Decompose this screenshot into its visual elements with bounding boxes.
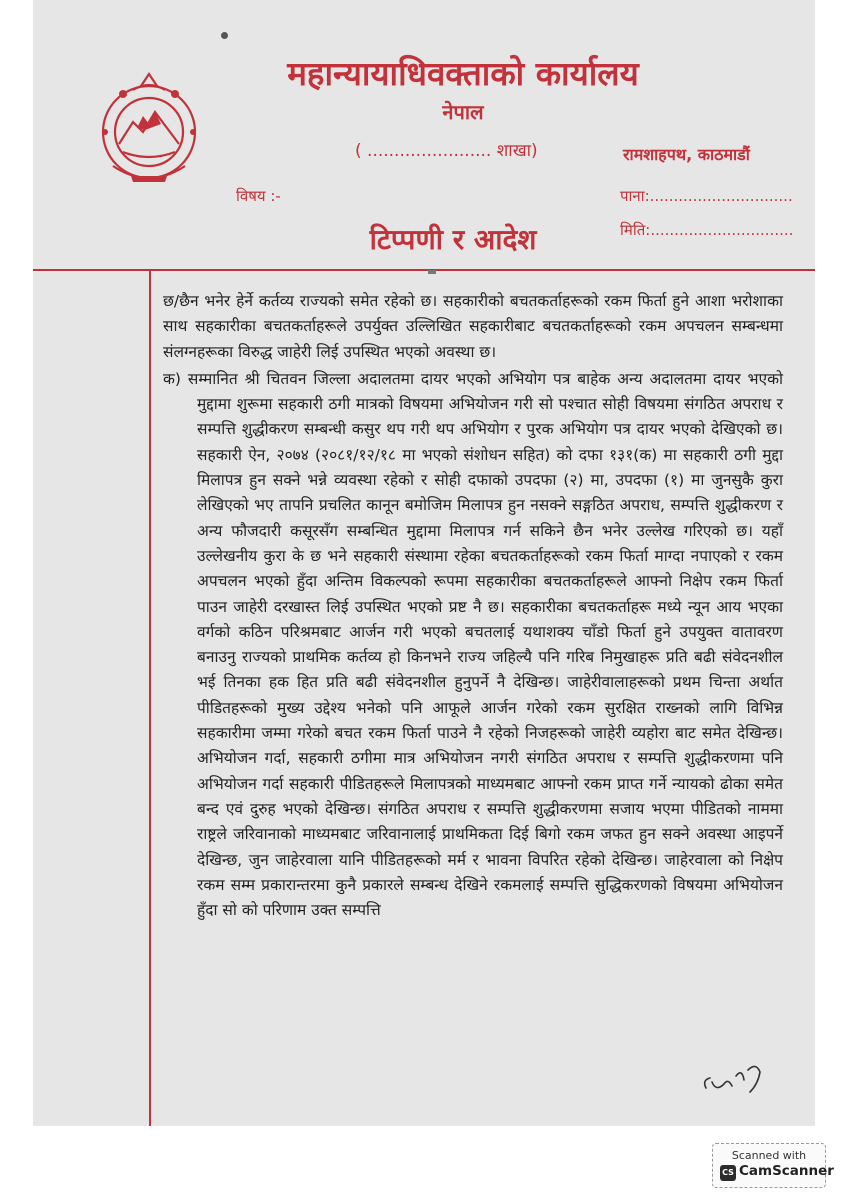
badge-caption: Scanned with — [731, 1149, 807, 1162]
signature-mark — [698, 1058, 768, 1102]
subject-label: विषय :- — [236, 187, 281, 205]
ink-mark — [428, 270, 436, 274]
paragraph: छ/छैन भनेर हेर्ने कर्तव्य राज्यको समेत रहेको छ। सहकारीको बचतकर्ताहरूको रकम फिर्ता हुने आशा भरोशाका साथ सहकारीका बचतकर्ताहरूले उपर्युक्त उल्लिखित सहकारीबाट बचतकर्ताहरूको रकम अपचलन सम्बन्धमा संलग्नहरूका विरुद्ध जाहेरी लिई उपस्थित भएको अवस्था छ। — [163, 292, 783, 361]
note-body — [163, 289, 783, 923]
document-page — [33, 0, 815, 1126]
list-item-marker: क) — [163, 369, 181, 388]
nepal-emblem-icon — [93, 66, 205, 192]
badge-brand: CamScanner — [739, 1163, 834, 1179]
country-name: नेपाल — [442, 100, 484, 124]
camscanner-logo-icon: CS — [720, 1165, 736, 1181]
note-title: टिप्पणी र आदेश — [369, 223, 537, 256]
branch-field: ( ....................... शाखा) — [355, 141, 538, 161]
office-title: महान्यायाधिवक्ताको कार्यालय — [287, 54, 639, 93]
list-item — [163, 367, 783, 924]
margin-rule — [149, 269, 151, 1126]
punch-dot — [221, 32, 228, 39]
date-field: मिति:.............................. — [620, 221, 794, 239]
page-number-field: पाना:.............................. — [620, 187, 793, 205]
camscanner-badge — [712, 1143, 834, 1188]
office-address: रामशाहपथ, काठमाडौं — [623, 145, 750, 164]
list-item-text: सम्मानित श्री चितवन जिल्ला अदालतमा दायर भएको अभियोग पत्र बाहेक अन्य अदालतमा दायर भएको मुद्दामा शुरूमा सहकारी ठगी मात्रको विषयमा अभियोजन गरी सो पश्चात सोही विषयमा संगठित अपराध र सम्पत्ति शुद्धीकरण सम्बन्धी कसुर थप गरी थप अभियोग र पुरक अभियोग पत्र दायर भएको देखिएको छ। सहकारी ऐन, २०७४ (२०८१/१२/१८ मा भएको संशोधन सहित) को दफा १३१(क) मा सहकारी ठगी मुद्दा मिलापत्र हुन सक्ने भन्ने व्यवस्था रहेको र सोही दफाको उपदफा (२) मा, उपदफा (१) मा जुनसुकै कुरा लेखिएको भए तापनि प्रचलित कानून बमोजिम मिलापत्र हुन नसक्ने सङ्गठित अपराध, सम्पत्ति शुद्धीकरण र अन्य फौजदारी कसूरसँग सम्बन्धित मुद्दामा मिलापत्र गर्न सकिने छैन भनेर उल्लेख गरिएको छ। यहाँ उल्लेखनीय कुरा के छ भने सहकारी संस्थामा रहेका बचतकर्ताहरूको रकम फिर्ता माग्दा नपाएको र रकम अपचलन भएको हुँदा अन्तिम विकल्पको रूपमा सहकारीका बचतकर्ताहरूले आफ्नो निक्षेप रकम फिर्ता पाउन जाहेरी दरखास्त लिई उपस्थित भएको प्रष्ट नै छ। सहकारीका बचतकर्ताहरू मध्ये न्यून आय भएका वर्गको कठिन परिश्रमबाट आर्जन गरी भएको बचतलाई यथाशक्य चाँडो फिर्ता हुने उपयुक्त वातावरण बनाउनु राज्यको प्राथमिक कर्तव्य हो किनभने राज्य जहिल्यै पनि गरिब निमुखाहरू प्रति बढी संवेदनशील भई तिनका हक हित प्रति बढी संवेदनशील हुनुपर्ने नै देखिन्छ। जाहेरीवालाहरूको प्रथम चिन्ता अर्थात पीडितहरूको मुख्य उद्देश्य भनेको पनि आफूले आर्जन गरेको रकम सुरक्षित राख्नको लागि विभिन्न सहकारीमा जम्मा गरेको बचत रकम फिर्ता पाउने नै रहेको निजहरूको जाहेरी व्यहोरा बाट समेत देखिन्छ। अभियोजन गर्दा, सहकारी ठगीमा मात्र अभियोजन नगरी संगठित अपराध र सम्पत्ति शुद्धीकरणमा पनि अभियोजन गर्दा सहकारी पीडितहरूले मिलापत्रको माध्यमबाट आफ्नो रकम प्राप्त गर्ने न्यायको ढोका समेत बन्द एवं दुरुह भएको देखिन्छ। संगठित अपराध र सम्पत्ति शुद्धीकरणमा सजाय भएमा पीडितको नाममा राष्ट्रले जरिवानाको माध्यमबाट जरिवानालाई प्राथमिकता दिई बिगो रकम जफत हुन सक्ने अवस्था आइपर्ने देखिन्छ, जुन जाहेरवाला यानि पीडितहरूको मर्म र भावना विपरित रहेको देखिन्छ। जाहेरवाला को निक्षेप रकम सम्म प्रकारान्तरमा कुनै प्रकारले सम्बन्ध देखिने रकमलाई सम्पत्ति सुद्धिकरणको विषयमा अभियोजन हुँदा सो को परिणाम उक्त सम्पत्ति — [187, 369, 783, 920]
